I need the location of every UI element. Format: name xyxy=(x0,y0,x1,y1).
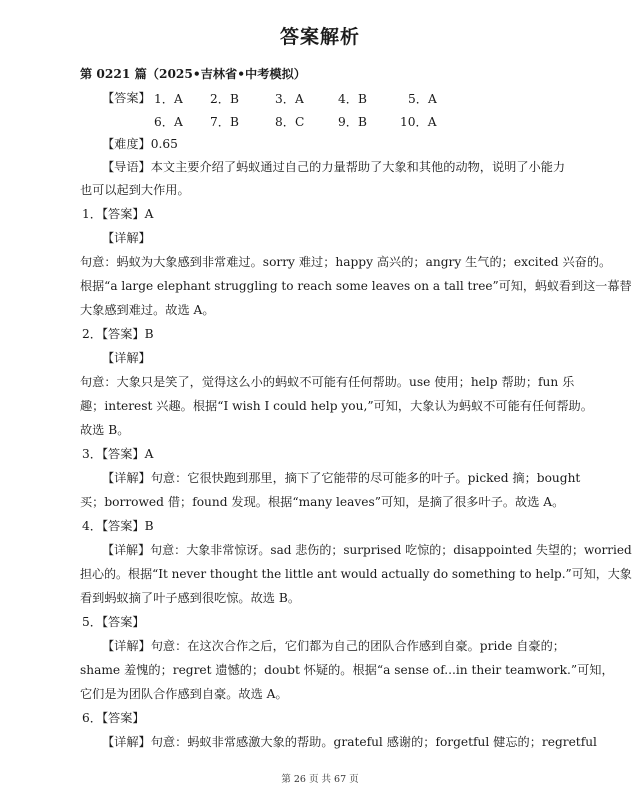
q3-detail-line: 【详解】句意：它很快跑到那里，摘下了它能带的尽可能多的叶子。picked 摘；bought xyxy=(102,471,581,485)
answer-item: 7．B xyxy=(210,115,239,129)
answer-item: 3．A xyxy=(275,92,304,106)
guide-line-2: 也可以起到大作用。 xyxy=(80,183,190,197)
q5-detail-line: shame 羞愧的；regret 遗憾的；doubt 怀疑的。根据“a sense of...in their teamwork.”可知， xyxy=(80,663,614,677)
q1-detail-line: 根据“a large elephant struggling to reach some leaves on a tall tree”可知，蚂蚁看到这一幕替 xyxy=(80,279,632,293)
answer-item: 4．B xyxy=(338,92,367,106)
q5-answer: 5．【答案】 xyxy=(82,615,145,629)
answer-item: 8．C xyxy=(275,115,305,129)
q4-detail-line: 【详解】句意：大象非常惊讶。sad 悲伤的；surprised 吃惊的；disappointed 失望的；worried xyxy=(102,543,632,557)
difficulty: 【难度】0.65 xyxy=(102,137,178,151)
passage-header: 第 0221 篇（2025•吉林省•中考模拟） xyxy=(80,67,306,81)
answer-item: 1．A xyxy=(154,92,183,106)
answer-item: 6．A xyxy=(154,115,183,129)
q1-detail-label: 【详解】 xyxy=(102,231,151,245)
q2-detail-line: 故选 B。 xyxy=(80,423,130,437)
q4-detail-line: 担心的。根据“It never thought the little ant would actually do something to help.”可知，大象 xyxy=(80,567,632,581)
q5-detail-line: 它们是为团队合作感到自豪。故选 A。 xyxy=(80,687,288,701)
answer-item: 9．B xyxy=(338,115,367,129)
q6-detail-line: 【详解】句意：蚂蚁非常感激大象的帮助。grateful 感谢的；forgetful 健忘的；regretful xyxy=(102,735,597,749)
answer-item: 5．A xyxy=(408,92,437,106)
answers-label: 【答案】 xyxy=(102,91,151,105)
page-title: 答案解析 xyxy=(279,26,360,48)
q6-answer: 6．【答案】 xyxy=(82,711,145,725)
q1-answer: 1．【答案】A xyxy=(82,207,154,221)
q3-answer: 3．【答案】A xyxy=(82,447,154,461)
q4-detail-line: 看到蚂蚁摘了叶子感到很吃惊。故选 B。 xyxy=(80,591,301,605)
q3-detail-line: 买；borrowed 借；found 发现。根据“many leaves”可知，是摘了很多叶子。故选 A。 xyxy=(80,495,565,509)
q2-detail-line: 句意：大象只是笑了，觉得这么小的蚂蚁不可能有任何帮助。use 使用；help 帮助；fun 乐 xyxy=(80,375,575,389)
q5-detail-line: 【详解】句意：在这次合作之后，它们都为自己的团队合作感到自豪。pride 自豪的； xyxy=(102,639,565,653)
q2-detail-label: 【详解】 xyxy=(102,351,151,365)
answer-item: 2．B xyxy=(210,92,239,106)
q2-detail-line: 趣；interest 兴趣。根据“I wish I could help you,”可知，大象认为蚂蚁不可能有任何帮助。 xyxy=(80,399,593,413)
answer-item: 10．A xyxy=(400,115,437,129)
q1-detail-line: 大象感到难过。故选 A。 xyxy=(80,303,215,317)
q4-answer: 4．【答案】B xyxy=(82,519,154,533)
q2-answer: 2．【答案】B xyxy=(82,327,154,341)
q1-detail-line: 句意：蚂蚁为大象感到非常难过。sorry 难过；happy 高兴的；angry 生气的；excited 兴奋的。 xyxy=(80,255,612,269)
guide-line-1: 【导语】本文主要介绍了蚂蚁通过自己的力量帮助了大象和其他的动物，说明了小能力 xyxy=(102,160,566,174)
page-footer: 第 26 页 共 67 页 xyxy=(281,774,359,785)
